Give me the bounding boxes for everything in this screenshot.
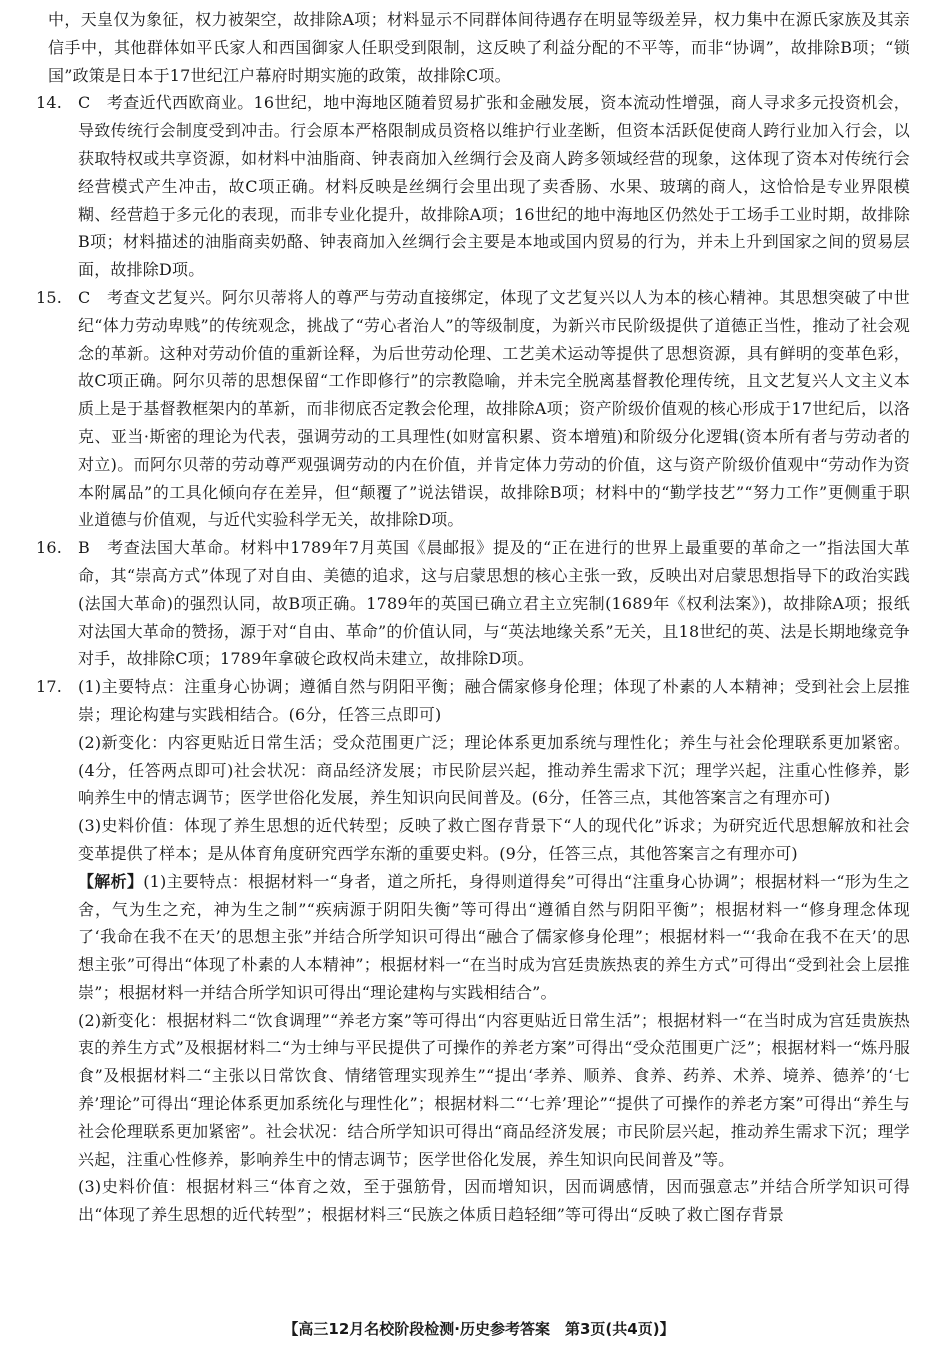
answer-item-14 [36, 89, 910, 284]
item-text: B 考查法国大革命。材料中1789年7月英国《晨邮报》提及的“正在进行的世界上最重要的革命之一”指法国大革命，其“崇高方式”体现了对自由、美德的追求，这与启蒙思想的核心主张一致，反映出对启蒙思想指导下的政治实践(法国大革命)的强烈认同，故B项正确。1789年的英国已确立君主立宪制(1689年《权利法案》)，故排除A项；报纸对法国大革命的赞扬，源于对“自由、革命”的价值认同，与“英法地缘关系”无关，且18世纪的英、法是长期地缘竞争对手，故排除C项；1789年拿破仑政权尚未建立，故排除D项。 [78, 538, 910, 669]
q17-part-1: (1)主要特点：注重身心协调；遵循自然与阴阳平衡；融合儒家修身伦理；体现了朴素的人本精神；受到社会上层推崇；理论构建与实践相结合。(6分，任答三点即可) [78, 677, 910, 724]
q17-analysis-1 [78, 868, 910, 1007]
item-text: C 考查近代西欧商业。16世纪，地中海地区随着贸易扩张和金融发展，资本流动性增强，商人寻求多元投资机会，导致传统行会制度受到冲击。行会原本严格限制成员资格以维护行业垄断，但资本活跃促使商人跨行业加入行会，以获取特权或共享资源，如材料中油脂商、钟表商加入丝绸行会及商人跨多领域经营的现象，这体现了资本对传统行会经营模式产生冲击，故C项正确。材料反映是丝绸行会里出现了卖香肠、水果、玻璃的商人，这恰恰是专业界限模糊、经营趋于多元化的表现，而非专业化提升，故排除A项；16世纪的地中海地区仍然处于工场手工业时期，故排除B项；材料描述的油脂商卖奶酪、钟表商加入丝绸行会主要是本地或国内贸易的行为，并未上升到国家之间的贸易层面，故排除D项。 [78, 93, 910, 280]
answer-item-15 [36, 284, 910, 534]
answer-content [36, 6, 910, 1229]
item-number: 17. [36, 677, 63, 697]
answer-item-16 [36, 534, 910, 673]
q17-analysis-2: (2)新变化：根据材料二“饮食调理”“养老方案”等可得出“内容更贴近日常生活”；根据材料一“在当时成为宫廷贵族热衷的养生方式”及根据材料二“为士绅与平民提供了可操作的养老方案”可得出“受众范围更广泛”；根据材料一“炼丹服食”及根据材料二“主张以日常饮食、情绪管理实现养生”“提出‘孝养、顺养、食养、药养、术养、境养、德养’的‘七养’理论”可得出“理论体系更加系统化与理性化”；根据材料二“‘七养’理论”“提供了可操作的养老方案”可得出“养生与社会伦理联系更加紧密”。社会状况：结合所学知识可得出“商品经济发展；市民阶层兴起，推动养生需求下沉；理学兴起，注重心性修养，影响养生中的情志调节；医学世俗化发展，养生知识向民间普及”等。 [78, 1010, 910, 1169]
answer-page [36, 0, 910, 1350]
item-number: 16. [36, 538, 63, 558]
analysis-label: 【解析】 [78, 871, 144, 891]
q17-analysis-3: (3)史料价值：根据材料三“体育之效，至于强筋骨，因而增知识，因而调感情，因而强意志”并结合所学知识可得出“体现了养生思想的近代转型”；根据材料三“民族之体质日趋轻细”等可得出“反映了救亡图存背景 [78, 1177, 910, 1225]
item-number: 15. [36, 287, 63, 307]
item-text: C 考查文艺复兴。阿尔贝蒂将人的尊严与劳动直接绑定，体现了文艺复兴以人为本的核心精神。其思想突破了中世纪“体力劳动卑贱”的传统观念，挑战了“劳心者治人”的等级制度，为新兴市民阶级提供了道德正当性，推动了社会观念的革新。这种对劳动价值的重新诠释，为后世劳动伦理、工艺美术运动等提供了思想资源，具有鲜明的变革色彩，故C项正确。阿尔贝蒂的思想保留“工作即修行”的宗教隐喻，并未完全脱离基督教伦理传统，且文艺复兴人文主义本质上是于基督教框架内的革新，而非彻底否定教会伦理，故排除A项；资产阶级价值观的核心形成于17世纪后，以洛克、亚当·斯密的理论为代表，强调劳动的工具理性(如财富积累、资本增殖)和阶级分化逻辑(资本所有者与劳动者的对立)。而阿尔贝蒂的劳动尊严观强调劳动的内在价值，并肯定体力劳动的价值，这与资产阶级价值观中“劳动作为资本附属品”的工具化倾向存在差异，但“颠覆了”说法错误，故排除B项；材料中的“勤学技艺”“努力工作”更侧重于职业道德与价值观，与近代实验科学无关，故排除D项。 [78, 287, 910, 530]
item-number: 14. [36, 93, 63, 113]
analysis-text-1: (1)主要特点：根据材料一“身者，道之所托，身得则道得矣”可得出“注重身心协调”；根据材料一“形为生之舍，气为生之充，神为生之制”“疾病源于阴阳失衡”等可得出“遵循自然与阴阳平衡”；根据材料一“修身理念体现了‘我命在我不在天’的思想主张”并结合所学知识可得出“融合了儒家修身伦理”；根据材料一“‘我命在我不在天’的思想主张”可得出“体现了朴素的人本精神”；根据材料一“在当时成为宫廷贵族热衷的养生方式”可得出“受到社会上层推崇”；根据材料一并结合所学知识可得出“理论建构与实践相结合”。 [78, 871, 910, 1002]
page-footer: 【高三12月名校阶段检测·历史参考答案 第3页(共4页)】 [283, 1320, 675, 1338]
q17-part-2: (2)新变化：内容更贴近日常生活；受众范围更广泛；理论体系更加系统与理性化；养生与社会伦理联系更加紧密。(4分，任答两点即可)社会状况：商品经济发展；市民阶层兴起，推动养生需求下沉；理学兴起，注重心性修养，影响养生中的情志调节；医学世俗化发展，养生知识向民间普及。(6分，任答三点，其他答案言之有理亦可) [78, 732, 910, 808]
carryover-paragraph: 中，天皇仅为象征，权力被架空，故排除A项；材料显示不同群体间待遇存在明显等级差异，权力集中在源氏家族及其亲信手中，其他群体如平氏家人和西国御家人任职受到限制，这反映了利益分配的不平等，而非“协调”，故排除B项；“锁国”政策是日本于17世纪江户幕府时期实施的政策，故排除C项。 [48, 10, 910, 85]
answer-item-17 [36, 673, 910, 1229]
q17-part-3: (3)史料价值：体现了养生思想的近代转型；反映了救亡图存背景下“人的现代化”诉求；为研究近代思想解放和社会变革提供了样本；是从体育角度研究西学东渐的重要史料。(9分，任答三点，其他答案言之有理亦可) [78, 816, 910, 863]
